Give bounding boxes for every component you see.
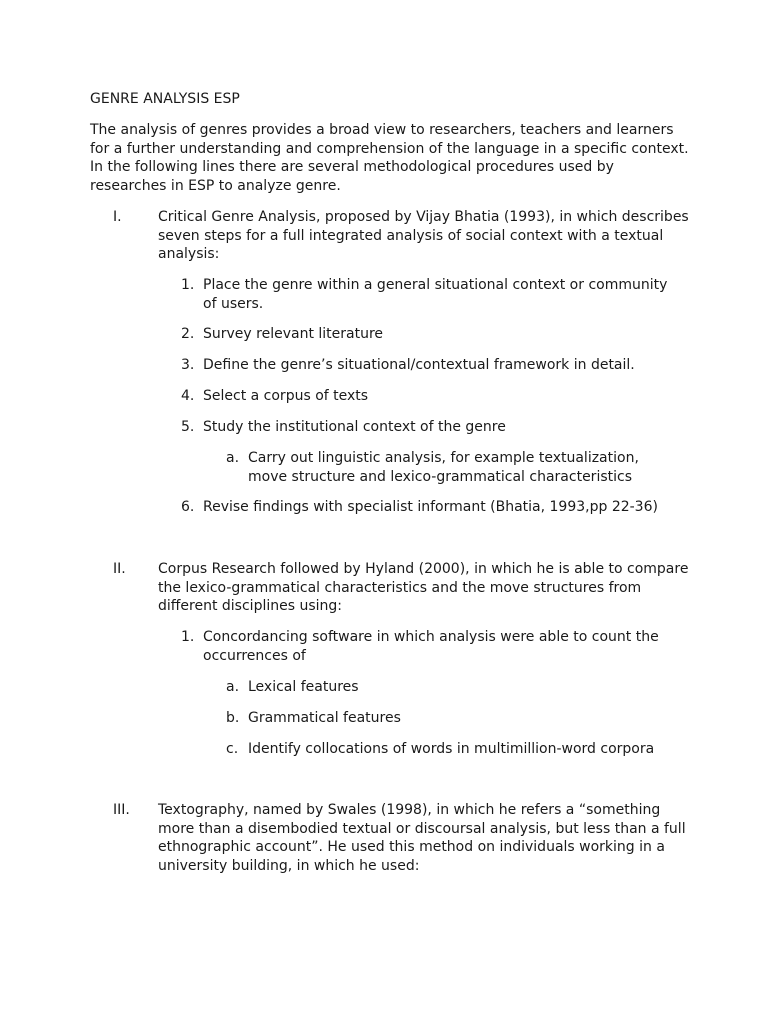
section-text: Critical Genre Analysis, proposed by Vijay Bhatia (1993), in which describes seven steps for a full integrated analysis of social context with a textual analysis: [158, 209, 689, 262]
section-text: Corpus Research followed by Hyland (2000), in which he is able to compare the lexico-grammatical characteristics and the move structures from different disciplines using: [158, 561, 689, 614]
intro-paragraph: The analysis of genres provides a broad view to researchers, teachers and learners for a further understanding and comprehension of the language in a specific context. In the following lines there are several methodological procedures used by researches in ESP to analyze genre. [90, 122, 689, 194]
sublist-item: Carry out linguistic analysis, for example textualization, move structure and lexico-grammatical characteristics [248, 450, 639, 485]
list-marker: 5. [181, 419, 195, 435]
sublist-marker: a. [226, 450, 240, 466]
section-numeral: I. [113, 209, 122, 225]
list-marker: 6. [181, 499, 195, 515]
list-item: Select a corpus of texts [203, 388, 369, 404]
list-item: Place the genre within a general situational context or community of users. [203, 277, 668, 312]
list-marker: 2. [181, 326, 195, 342]
list-item: Revise findings with specialist informant (Bhatia, 1993,pp 22-36) [203, 499, 658, 515]
sublist-item: Lexical features [248, 679, 359, 695]
section-numeral: II. [113, 561, 126, 577]
section-text: Textography, named by Swales (1998), in which he refers a “something more than a disembodied textual or discoursal analysis, but less than a full ethnographic account”. He used this method on individuals working in a university building, in which he used: [158, 802, 686, 874]
sublist-item: Grammatical features [248, 710, 401, 726]
list-marker: 1. [181, 277, 195, 293]
list-marker: 1. [181, 629, 195, 645]
document-title: GENRE ANALYSIS ESP [90, 91, 240, 107]
list-item: Study the institutional context of the genre [203, 419, 506, 435]
list-item: Define the genre’s situational/contextual framework in detail. [203, 357, 635, 373]
sublist-item: Identify collocations of words in multimillion-word corpora [248, 741, 655, 757]
list-marker: 3. [181, 357, 195, 373]
sublist-marker: c. [226, 741, 239, 757]
list-item: Survey relevant literature [203, 326, 384, 342]
list-marker: 4. [181, 388, 195, 404]
list-item: Concordancing software in which analysis were able to count the occurrences of [203, 629, 659, 664]
sublist-marker: a. [226, 679, 240, 695]
section-numeral: III. [113, 802, 130, 818]
sublist-marker: b. [226, 710, 240, 726]
